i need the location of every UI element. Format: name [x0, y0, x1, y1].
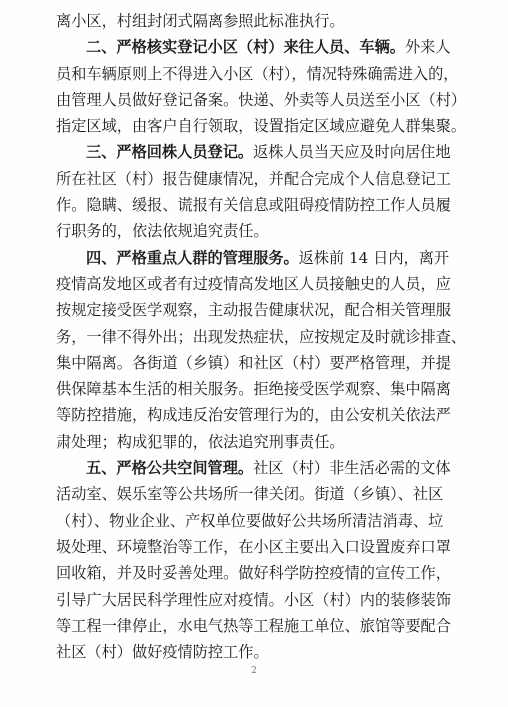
text-line: 离小区，村组封闭式隔离参照此标准执行。 [56, 12, 345, 30]
section-heading: 四、严格重点人群的管理服务。 [86, 248, 299, 267]
text-line: 务，一律不得外出；出现发热症状，应按规定及时就诊排查、 [56, 327, 467, 346]
document-body [56, 8, 467, 665]
text-line: 行职务的，依法依规追究责任。 [56, 222, 269, 241]
paragraph-section-three [56, 139, 464, 244]
paragraph-section-four [56, 245, 467, 455]
text-line: 等工程一律停止，水电气热等工程施工单位、旅馆等要配合 [56, 616, 451, 635]
text-line: 活动室、娱乐室等公共场所一律关闭。街道（乡镇）、社区 [56, 485, 444, 504]
text-line: 所在社区（村）报告健康情况，并配合完成个人信息登记工 [56, 169, 451, 188]
text-line: 社区（村）做好疫情防控工作。 [56, 643, 269, 662]
text-line [56, 245, 464, 271]
text-line: 由管理人员做好登记备案。快递、外卖等人员送至小区（村） [56, 90, 467, 109]
text-line: 疫情高发地区或者有过疫情高发地区人员接触史的人员，应 [56, 274, 451, 293]
text-line: 作。隐瞒、缓报、谎报有关信息或阻碍疫情防控工作人员履 [56, 196, 451, 215]
text-line: 员和车辆原则上不得进入小区（村），情况特殊确需进入的， [56, 64, 459, 83]
text-line: 圾处理、环境整治等工作，在小区主要出入口设置废弃口罩 [56, 537, 451, 556]
text-line: 指定区域，由客户自行领取，设置指定区域应避免人群集聚。 [56, 117, 467, 136]
text-line: 引导广大居民科学理性应对疫情。小区（村）内的装修装饰 [56, 590, 451, 609]
paragraph-section-two [56, 34, 467, 139]
section-heading: 五、严格公共空间管理。 [86, 459, 254, 478]
text-line [56, 34, 464, 60]
text-line: （村）、物业企业、产权单位要做好公共场所清洁消毒、垃 [56, 511, 444, 530]
section-heading: 三、严格回株人员登记。 [86, 143, 254, 162]
text-line: 集中隔离。各街道（乡镇）和社区（村）要严格管理，并提 [56, 353, 451, 372]
section-heading: 二、严格核实登记小区（村）来往人员、车辆。 [86, 38, 405, 57]
text-line: 等防控措施，构成违反治安管理行为的，由公安机关依法严 [56, 406, 451, 425]
text-run: 返株前 14 日内，离开 [298, 248, 450, 267]
paragraph-continuation [56, 8, 464, 34]
text-run: 社区（村）非生活必需的文体 [253, 459, 451, 478]
text-line: 肃处理；构成犯罪的，依法追究刑事责任。 [56, 432, 345, 451]
text-line: 按规定接受医学观察，主动报告健康状况，配合相关管理服 [56, 301, 451, 320]
page-number: 2 [251, 666, 257, 676]
paragraph-section-five [56, 455, 464, 665]
text-run: 返株人员当天应及时向居住地 [253, 143, 451, 162]
text-line [56, 455, 464, 481]
text-line: 供保障基本生活的相关服务。拒绝接受医学观察、集中隔离 [56, 380, 451, 399]
text-line [56, 139, 464, 165]
text-run: 外来人 [404, 38, 451, 57]
text-line: 回收箱，并及时妥善处理。做好科学防控疫情的宣传工作， [56, 564, 451, 583]
